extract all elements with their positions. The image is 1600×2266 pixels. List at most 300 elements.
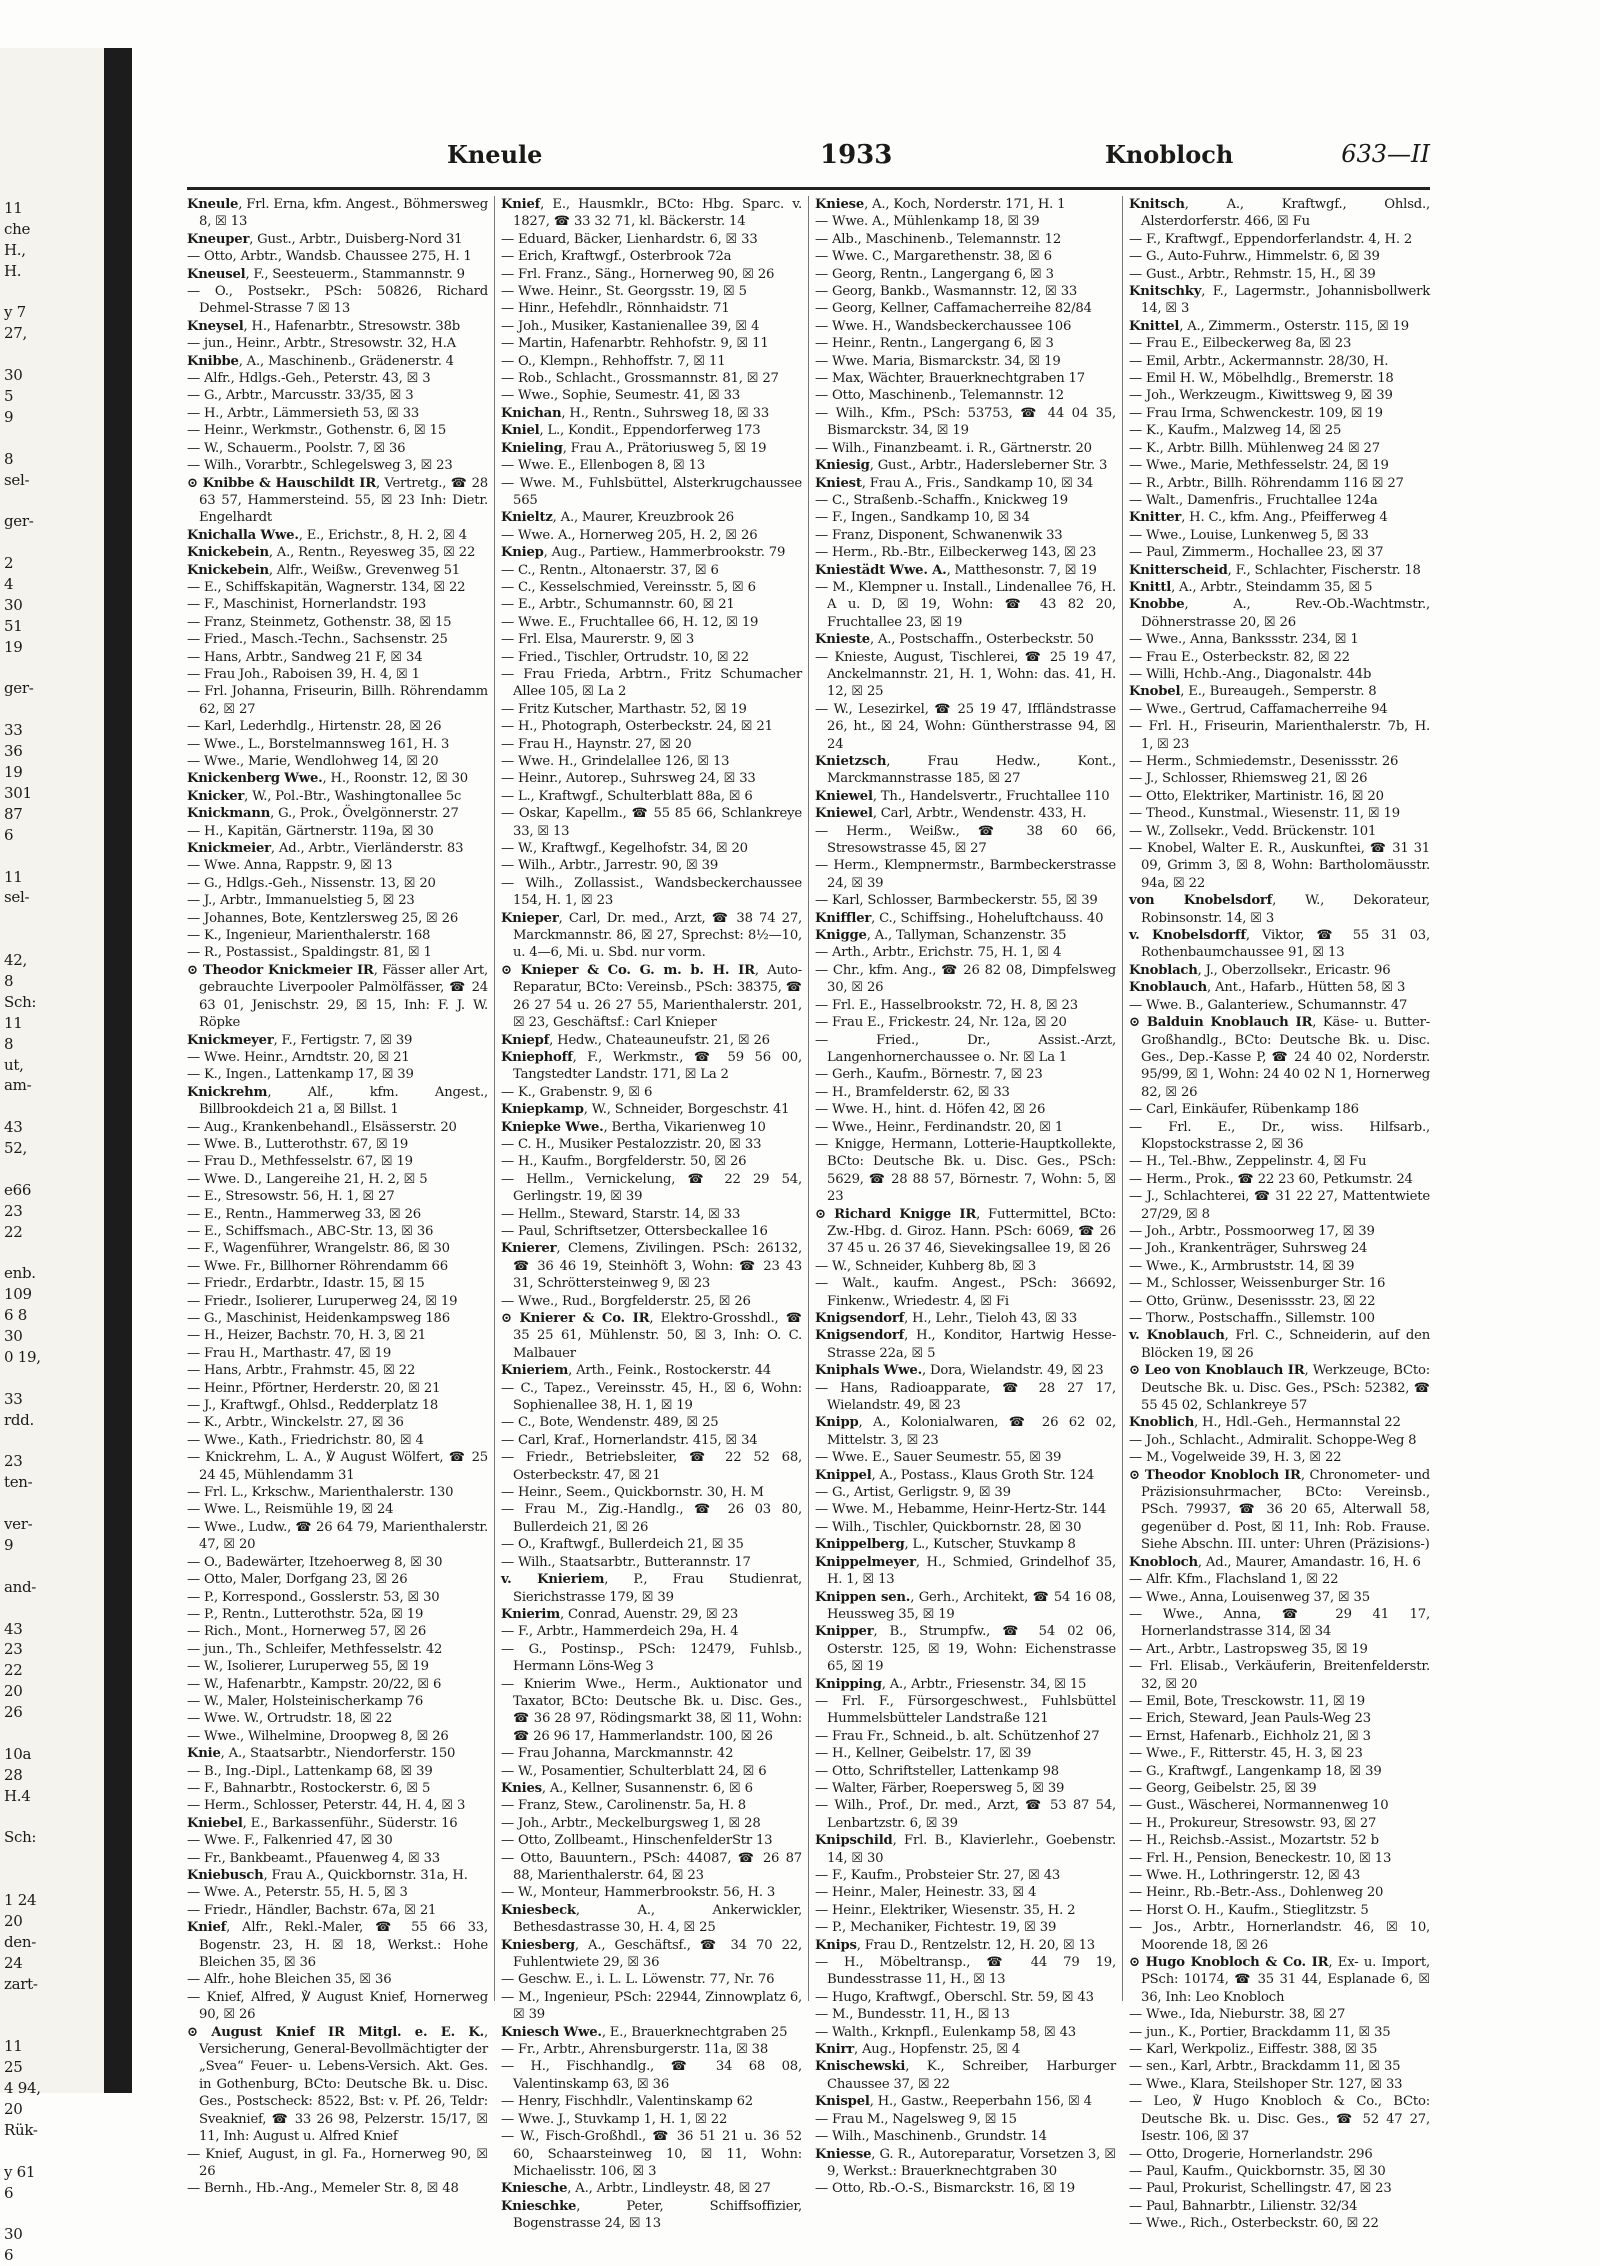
previous-page-fragment <box>4 2141 104 2162</box>
directory-entry: v. Knoblauch, Frl. C., Schneiderin, auf den Blöcken 19, ☒ 26 <box>1129 1328 1430 1361</box>
previous-page-fragment: 24 <box>4 1953 23 1972</box>
directory-entry: — E., Stresowstr. 56, H. 1, ☒ 27 <box>187 1189 395 1205</box>
directory-entry: — H., Tel.-Bhw., Zeppelinstr. 4, ☒ Fu <box>1129 1154 1367 1170</box>
directory-entry: — Frl. H., Pension, Beneckestr. 10, ☒ 13 <box>1129 1850 1392 1866</box>
previous-page-fragment: 23 <box>4 1201 23 1220</box>
previous-page-fragment: 26 <box>4 1703 23 1722</box>
directory-entry: Knigsendorf, H., Lehr., Tieloh 43, ☒ 33 <box>815 1311 1078 1326</box>
directory-entry: — Wwe. Anna, Rappstr. 9, ☒ 13 <box>187 858 393 874</box>
previous-page-fragment: H., <box>4 240 26 259</box>
directory-entry: Knobbe, A., Rev.-Ob.-Wachtmstr., Döhnerstrasse 20, ☒ 26 <box>1129 597 1430 630</box>
directory-entry: — Wwe. Maria, Bismarckstr. 34, ☒ 19 <box>815 353 1061 369</box>
previous-page-fragment: 33 <box>4 721 23 740</box>
directory-entry: Knoblich, H., Hdl.-Geh., Hermannstal 22 <box>1129 1415 1401 1431</box>
directory-entry: — Eduard, Bäcker, Lienhardstr. 6, ☒ 33 <box>501 231 758 247</box>
directory-entry: — Friedr., Händler, Bachstr. 67a, ☒ 21 <box>187 1902 437 1918</box>
directory-entry: — Hugo, Kraftwgf., Oberschl. Str. 59, ☒ 43 <box>815 1989 1094 2005</box>
directory-entry: Kniphals Wwe., Dora, Wielandstr. 49, ☒ 23 <box>815 1363 1104 1379</box>
directory-entry: Knoblauch, Ant., Hafarb., Hütten 58, ☒ 3 <box>1129 980 1406 996</box>
previous-page-fragment <box>4 1493 104 1514</box>
directory-entry: — Frau D., Methfesselstr. 67, ☒ 19 <box>187 1154 413 1170</box>
directory-entry: — H., Fischhandlg., ☎ 34 68 08, Valentinskamp 63, ☒ 36 <box>501 2059 802 2092</box>
directory-entry: Knittl, A., Arbtr., Steindamm 35, ☒ 5 <box>1129 579 1373 595</box>
header-left-keyword: Kneule <box>447 140 543 169</box>
directory-entry: — Frl. Franz., Säng., Hornerweg 90, ☒ 26 <box>501 266 775 282</box>
directory-entry: — W., Posamentier, Schulterblatt 24, ☒ 6 <box>501 1763 767 1779</box>
directory-entry: — J., Schlachterei, ☎ 31 22 27, Mattentwiete 27/29, ☒ 8 <box>1129 1189 1430 1222</box>
previous-page-fragment: Rük- <box>4 2120 38 2139</box>
directory-entry: — Wwe., Anna, ☎ 29 41 17, Hornerlandstrasse 314, ☒ 34 <box>1129 1606 1430 1640</box>
column-1 <box>187 196 488 2197</box>
entry-columns <box>187 196 1431 2232</box>
previous-page-fragment <box>4 1243 104 1264</box>
directory-entry: — Wwe., Klara, Steilshoper Str. 127, ☒ 33 <box>1129 2076 1403 2092</box>
directory-entry: — Walt., kaufm. Angest., PSch: 36692, Finkenw., Wriedestr. 4, ☒ Fi <box>815 1276 1116 1309</box>
previous-page-fragment: 10a <box>4 1744 32 1763</box>
previous-page-fragment: ver- <box>4 1515 33 1534</box>
directory-entry: Kniesig, Gust., Arbtr., Hadersleberner Str. 3 <box>815 458 1108 474</box>
directory-entry: ⊙ Theodor Knobloch IR, Chronometer- und Präzisionsuhrmacher, BCto: Vereinsb., PSch. 79937, ☎ 36 20 65, Alterwall 58, gegenüber d. Post, ☒ 11, Inh: Rob. Frause. Siehe Abschn. III. unter: Uhren (Präzisions-) <box>1129 1467 1430 1553</box>
directory-entry: — Wilh., Tischler, Quickbornstr. 28, ☒ 30 <box>815 1519 1082 1535</box>
previous-page-fragment: 4 94, <box>4 2079 41 2098</box>
directory-entry: Kniepke Wwe., Bertha, Vikarienweg 10 <box>501 1119 766 1135</box>
directory-entry: — Otto, Maler, Dorfgang 23, ☒ 26 <box>187 1572 408 1588</box>
directory-entry: — Joh., Schlacht., Admiralit. Schoppe-Weg 8 <box>1129 1432 1417 1448</box>
directory-entry: — Wwe., L., Borstelmannsweg 161, H. 3 <box>187 736 450 752</box>
previous-page-fragment: rdd. <box>4 1410 34 1429</box>
column-divider <box>808 196 809 2001</box>
directory-entry: Knibbe, A., Maschinenb., Grädenerstr. 4 <box>187 353 454 369</box>
directory-entry: Knickrehm, Alf., kfm. Angest., Billbrookdeich 21 a, ☒ Billst. 1 <box>187 1084 488 1118</box>
directory-entry: — Friedr., Erdarbtr., Idastr. 15, ☒ 15 <box>187 1276 425 1292</box>
previous-page-fragment: 43 <box>4 1118 23 1137</box>
directory-entry: — Frau E., Osterbeckstr. 82, ☒ 22 <box>1129 649 1350 665</box>
directory-entry: — Horst O. H., Kaufm., Stieglitzstr. 5 <box>1129 1902 1369 1918</box>
directory-entry: — sen., Karl, Arbtr., Brackdamm 11, ☒ 35 <box>1129 2059 1401 2075</box>
previous-page-fragment <box>4 282 104 303</box>
directory-entry: — Otto, Arbtr., Wandsb. Chaussee 275, H. 1 <box>187 249 472 265</box>
directory-entry: — Heinr., Maler, Heinestr. 33, ☒ 4 <box>815 1885 1037 1901</box>
directory-entry: — Heinr., Pförtner, Herderstr. 20, ☒ 21 <box>187 1380 441 1396</box>
directory-entry: Knippelmeyer, H., Schmied, Grindelhof 35, H. 1, ☒ 13 <box>815 1554 1116 1588</box>
directory-entry: Knipper, B., Strumpfw., ☎ 54 02 06, Osterstr. 125, ☒ 19, Wohn: Eichenstrasse 65, ☒ 19 <box>815 1624 1116 1675</box>
previous-page-fragment: 11 <box>4 867 23 886</box>
directory-entry: — Wwe. Heinr., St. Georgsstr. 19, ☒ 5 <box>501 284 747 300</box>
directory-entry: — Karl, Schlosser, Barmbeckerstr. 55, ☒ 39 <box>815 893 1098 909</box>
directory-entry: — Otto, Grünw., Desenissstr. 23, ☒ 22 <box>1129 1293 1376 1309</box>
directory-entry: — Wwe., F., Ritterstr. 45, H. 3, ☒ 23 <box>1129 1746 1363 1762</box>
directory-entry: — Wwe. H., Lothringerstr. 12, ☒ 43 <box>1129 1868 1361 1883</box>
directory-entry: Knigge, A., Tallyman, Schanzenstr. 35 <box>815 928 1067 944</box>
directory-entry: — Herm., Weißw., ☎ 38 60 66, Stresowstrasse 45, ☒ 27 <box>815 823 1116 857</box>
directory-entry: — R., Postassist., Spaldingstr. 81, ☒ 1 <box>187 945 432 961</box>
directory-entry: Knitterscheid, F., Schlachter, Fischerstr. 18 <box>1129 562 1421 578</box>
directory-entry: — Knigge, Hermann, Lotterie-Hauptkollekte, BCto: Deutsche Bk. u. Disc. Ges., PSch: 5629, ☎ 28 88 57, Börnestr. 7, Wohn: 5, ☒ 23 <box>815 1136 1116 1205</box>
directory-entry: Knickmeyer, F., Fertigstr. 7, ☒ 39 <box>187 1032 413 1048</box>
directory-entry: — Alb., Maschinenb., Telemannstr. 12 <box>815 231 1062 247</box>
directory-entry: Knitschky, F., Lagermstr., Johannisbollwerk 14, ☒ 3 <box>1129 284 1430 317</box>
directory-entry: ⊙ Knierer & Co. IR, Elektro-Grosshdl., ☎ 35 25 61, Mühlenstr. 50, ☒ 3, Inh: O. C. Malbauer <box>501 1311 802 1361</box>
directory-entry: Knietzsch, Frau Hedw., Kont., Marckmannstrasse 185, ☒ 27 <box>815 754 1116 787</box>
directory-entry: — Wwe. A., Hornerweg 205, H. 2, ☒ 26 <box>501 527 758 543</box>
directory-entry: Kniebusch, Frau A., Quickbornstr. 31a, H. <box>187 1868 468 1883</box>
directory-entry: Knigsendorf, H., Konditor, Hartwig Hesse-Strasse 22a, ☒ 5 <box>815 1328 1116 1361</box>
directory-entry: — Georg, Geibelstr. 25, ☒ 39 <box>1129 1780 1317 1796</box>
directory-entry: — Rob., Schlacht., Grossmannstr. 81, ☒ 27 <box>501 371 779 387</box>
directory-entry: — Joh., Arbtr., Possmoorweg 17, ☒ 39 <box>1129 1223 1375 1239</box>
directory-entry: — Wwe. M., Fuhlsbüttel, Alsterkrugchaussee 565 <box>501 475 802 508</box>
directory-entry: Kneusel, F., Seesteuerm., Stammannstr. 9 <box>187 266 465 282</box>
directory-entry: — Knief, August, in gl. Fa., Hornerweg 90, ☒ 26 <box>187 2146 488 2179</box>
directory-entry: — Hans, Arbtr., Frahmstr. 45, ☒ 22 <box>187 1363 416 1379</box>
directory-entry: — Wwe. F., Falkenried 47, ☒ 30 <box>187 1833 393 1849</box>
previous-page-fragment <box>4 532 104 553</box>
directory-entry: Knirr, Aug., Hopfenstr. 25, ☒ 4 <box>815 2042 1021 2058</box>
previous-page-fragment: sel- <box>4 470 30 489</box>
directory-entry: — M., Schlosser, Weissenburger Str. 16 <box>1129 1276 1386 1292</box>
previous-page-fragment: 27, <box>4 324 27 343</box>
previous-page-fragment <box>4 1096 104 1117</box>
previous-page-fragment: 11 <box>4 199 23 217</box>
directory-entry: Kniesbeck, A., Ankerwickler, Bethesdastrasse 30, H. 4, ☒ 25 <box>501 1902 802 1936</box>
directory-entry: — Emil H. W., Möbelhdlg., Bremerstr. 18 <box>1129 371 1394 387</box>
previous-page-fragment: H. <box>4 261 22 280</box>
directory-entry: — Hans, Radioapparate, ☎ 28 27 17, Wielandstr. 49, ☒ 23 <box>815 1380 1116 1414</box>
directory-entry: Knitsch, A., Kraftwgf., Ohlsd., Alsterdorferstr. 466, ☒ Fu <box>1129 197 1430 230</box>
directory-entry: — P., Korrespond., Gosslerstr. 53, ☒ 30 <box>187 1589 440 1605</box>
directory-entry: Kniestädt Wwe. A., Matthesonstr. 7, ☒ 19 <box>815 562 1097 578</box>
directory-entry: — M., Vogelweide 39, H. 3, ☒ 22 <box>1129 1450 1342 1466</box>
directory-entry: — K., Arbtr. Billh. Mühlenweg 24 ☒ 27 <box>1129 440 1380 456</box>
directory-entry: — Hellm., Steward, Starstr. 14, ☒ 33 <box>501 1206 741 1222</box>
directory-entry: — Aug., Krankenbehandl., Elsässerstr. 20 <box>187 1119 457 1135</box>
directory-entry: Kniffler, C., Schiffsing., Hoheluftchauss. 40 <box>815 910 1104 926</box>
previous-page-fragment: 11 <box>4 2037 23 2056</box>
previous-page-fragment: 43 <box>4 1619 23 1638</box>
directory-entry: — Wwe. E., Ellenbogen 8, ☒ 13 <box>501 458 706 474</box>
directory-entry: — F., Wagenführer, Wrangelstr. 86, ☒ 30 <box>187 1241 450 1257</box>
directory-entry: — Wwe. L., Reismühle 19, ☒ 24 <box>187 1502 394 1518</box>
directory-entry: — Wwe., Anna, Louisenweg 37, ☒ 35 <box>1129 1589 1370 1605</box>
directory-entry: Knobel, E., Bureaugeh., Semperstr. 8 <box>1129 684 1377 700</box>
directory-entry: — Friedr., Betriebsleiter, ☎ 22 52 68, Osterbeckstr. 47, ☒ 21 <box>501 1450 802 1483</box>
directory-entry: — L., Kraftwgf., Schulterblatt 88a, ☒ 6 <box>501 788 753 804</box>
directory-entry: — Wwe., Gertrud, Caffamacherreihe 94 <box>1129 701 1388 717</box>
directory-entry: — Frau M., Zig.-Handlg., ☎ 26 03 80, Bullerdeich 21, ☒ 26 <box>501 1502 802 1535</box>
previous-page-fragment <box>4 699 104 720</box>
directory-entry: — Wwe. H., hint. d. Höfen 42, ☒ 26 <box>815 1102 1046 1118</box>
directory-entry: — K., Ingen., Lattenkamp 17, ☒ 39 <box>187 1067 414 1083</box>
directory-entry: — Fried., Masch.-Techn., Sachsenstr. 25 <box>187 632 448 648</box>
directory-entry: — J., Arbtr., Immanuelstieg 5, ☒ 23 <box>187 893 415 909</box>
previous-page-fragment: 6 <box>4 2246 14 2265</box>
directory-entry: — H., Reichsb.-Assist., Mozartstr. 52 b <box>1129 1833 1379 1849</box>
previous-page-fragments <box>0 48 104 2266</box>
directory-entry: Knischewski, K., Schreiber, Harburger Chaussee 37, ☒ 22 <box>815 2059 1116 2092</box>
previous-page-fragment: 11 <box>4 1013 23 1032</box>
previous-page-fragment: ger- <box>4 512 34 531</box>
directory-entry: — K., Grabenstr. 9, ☒ 6 <box>501 1084 653 1100</box>
directory-entry: — C. H., Musiker Pestalozzistr. 20, ☒ 33 <box>501 1136 762 1152</box>
directory-entry: — Frau Johanna, Marckmannstr. 42 <box>501 1746 734 1762</box>
previous-page-fragment: 9 <box>4 407 14 426</box>
directory-entry: Knickebein, Alfr., Weißw., Grevenweg 51 <box>187 562 460 578</box>
column-4 <box>1129 196 1430 2232</box>
directory-entry: — Wwe. H., Wandsbeckerchaussee 106 <box>815 318 1072 334</box>
directory-entry: Kniese, A., Koch, Norderstr. 171, H. 1 <box>815 197 1066 212</box>
directory-entry: — C., Straßenb.-Schaffn., Knickweg 19 <box>815 492 1068 508</box>
directory-entry: — Joh., Werkzeugm., Kiwittsweg 9, ☒ 39 <box>1129 388 1393 404</box>
directory-entry: — jun., K., Portier, Brackdamm 11, ☒ 35 <box>1129 2024 1391 2040</box>
directory-entry: Kniesberg, A., Geschäftsf., ☎ 34 70 22, Fuhlentwiete 29, ☒ 36 <box>501 1937 802 1971</box>
directory-entry: — B., Ing.-Dipl., Lattenkamp 68, ☒ 39 <box>187 1763 433 1779</box>
directory-entry: Knippel, A., Postass., Klaus Groth Str. 124 <box>815 1467 1095 1483</box>
directory-entry: — W., Lesezirkel, ☎ 25 19 47, Iffländstrasse 26, ht., ☒ 24, Wohn: Güntherstrasse 94, ☒ 24 <box>815 701 1116 752</box>
directory-entry: — Wwe., Louise, Lunkenweg 5, ☒ 33 <box>1129 527 1369 543</box>
directory-entry: — Heinr., Werkmstr., Gothenstr. 6, ☒ 15 <box>187 423 447 439</box>
directory-entry: — K., Ingenieur, Marienthalerstr. 168 <box>187 928 431 944</box>
directory-entry: — O., Kraftwgf., Bullerdeich 21, ☒ 35 <box>501 1537 744 1553</box>
directory-entry: ⊙ Richard Knigge IR, Futtermittel, BCto: Zw.-Hbg. d. Giroz. Hann. PSch: 6069, ☎ 26 37 45 u. 26 37 46, Sievekingsallee 19, ☒ 26 <box>815 1206 1116 1257</box>
directory-entry: — Art., Arbtr., Lastropsweg 35, ☒ 19 <box>1129 1641 1368 1657</box>
previous-page-fragment: 51 <box>4 616 23 635</box>
directory-entry: — Heinr., Rentn., Langergang 6, ☒ 3 <box>815 336 1054 352</box>
directory-entry: — Wwe. M., Hebamme, Heinr-Hertz-Str. 144 <box>815 1502 1107 1518</box>
directory-entry: v. Knieriem, P., Frau Studienrat, Sierichstrasse 179, ☒ 39 <box>501 1572 802 1605</box>
directory-entry: — Hellm., Vernickelung, ☎ 22 29 54, Gerlingstr. 19, ☒ 39 <box>501 1171 802 1205</box>
directory-entry: — Georg, Rentn., Langergang 6, ☒ 3 <box>815 266 1054 282</box>
previous-page-fragment: and- <box>4 1577 37 1596</box>
directory-entry: Knichan, H., Rentn., Suhrsweg 18, ☒ 33 <box>501 405 770 421</box>
directory-entry: — G., Maschinist, Heidenkampsweg 186 <box>187 1311 450 1326</box>
previous-page-fragment <box>4 1431 104 1452</box>
directory-entry: — Wwe., Wilhelmine, Droopweg 8, ☒ 26 <box>187 1728 449 1744</box>
directory-entry: — Ernst, Hafenarb., Eichholz 21, ☒ 3 <box>1129 1728 1371 1744</box>
directory-entry: — W., Schauerm., Poolstr. 7, ☒ 36 <box>187 440 406 456</box>
directory-entry: — K., Kaufm., Malzweg 14, ☒ 25 <box>1129 423 1342 439</box>
previous-page-fragment: 19 <box>4 637 23 656</box>
directory-entry: Kniesse, G. R., Autoreparatur, Vorsetzen 3, ☒ 9, Werkst.: Brauerknechtgraben 30 <box>815 2146 1116 2179</box>
previous-page-fragment <box>4 1723 104 1744</box>
directory-entry: — O., Postsekr., PSch: 50826, Richard Dehmel-Strasse 7 ☒ 13 <box>187 284 488 317</box>
previous-page-fragment: 30 <box>4 2225 23 2244</box>
previous-page-fragment: sel- <box>4 888 30 907</box>
directory-entry: — G., Hdlgs.-Geh., Nissenstr. 13, ☒ 20 <box>187 875 436 891</box>
directory-entry: Knief, Alfr., Rekl.-Maler, ☎ 55 66 33, Bogenstr. 23, H. ☒ 18, Werkst.: Hohe Bleichen 35, ☒ 36 <box>187 1920 488 1971</box>
directory-entry: — Otto, Drogerie, Hornerlandstr. 296 <box>1129 2146 1373 2162</box>
directory-entry: Kniewel, Th., Handelsvertr., Fruchtallee 110 <box>815 788 1110 804</box>
directory-entry: — Franz, Steinmetz, Gothenstr. 38, ☒ 15 <box>187 614 452 630</box>
directory-entry: — Wwe., Ida, Nieburstr. 38, ☒ 27 <box>1129 2007 1346 2023</box>
directory-entry: Knipschild, Frl. B., Klavierlehr., Goebenstr. 14, ☒ 30 <box>815 1833 1116 1866</box>
directory-entry: Knoblach, J., Oberzollsekr., Ericastr. 96 <box>1129 962 1391 978</box>
directory-entry: — Karl, Werkpoliz., Eiffestr. 388, ☒ 35 <box>1129 2042 1378 2058</box>
previous-page-fragment: 23 <box>4 1640 23 1659</box>
previous-page-fragment <box>4 428 104 449</box>
previous-page-fragment: 5 <box>4 387 14 406</box>
directory-entry: — W., Zollsekr., Vedd. Brückenstr. 101 <box>1129 823 1377 839</box>
directory-entry: — W., Hafenarbtr., Kampstr. 20/22, ☒ 6 <box>187 1676 442 1692</box>
directory-entry: — Joh., Arbtr., Meckelburgsweg 1, ☒ 28 <box>501 1815 761 1831</box>
directory-entry: — Frau Irma, Schwenckestr. 109, ☒ 19 <box>1129 405 1383 421</box>
directory-entry: — H., Photograph, Osterbeckstr. 24, ☒ 21 <box>501 719 773 735</box>
directory-entry: Knippelberg, L., Kutscher, Stuvkamp 8 <box>815 1537 1076 1553</box>
directory-entry: — Frl. Johanna, Friseurin, Billh. Röhrendamm 62, ☒ 27 <box>187 684 488 717</box>
previous-page-fragment: 8 <box>4 1034 14 1053</box>
directory-entry: — Alfr., Hdlgs.-Geh., Peterstr. 43, ☒ 3 <box>187 371 431 387</box>
previous-page-fragment: 9 <box>4 1536 14 1554</box>
previous-page-fragment: 23 <box>4 1452 23 1471</box>
directory-entry: — P., Rentn., Lutterothstr. 52a, ☒ 19 <box>187 1606 424 1622</box>
directory-entry: — Paul, Bahnarbtr., Lilienstr. 32/34 <box>1129 2198 1358 2214</box>
directory-entry: — Wwe. W., Ortrudstr. 18, ☒ 22 <box>187 1711 393 1727</box>
directory-entry: — Fritz Kutscher, Marthastr. 52, ☒ 19 <box>501 701 747 717</box>
previous-page-fragment <box>4 1995 104 2016</box>
header-rule <box>187 187 1430 190</box>
previous-page-fragment: 52, <box>4 1139 27 1158</box>
directory-entry: — W., Fisch-Großhdl., ☎ 36 51 21 u. 36 52 60, Schaarsteinweg 10, ☒ 11, Wohn: Michaelisstr. 106, ☒ 3 <box>501 2129 802 2179</box>
directory-entry: — Wwe. Heinr., Arndtstr. 20, ☒ 21 <box>187 1049 410 1065</box>
directory-entry: Kniest, Frau A., Fris., Sandkamp 10, ☒ 34 <box>815 475 1094 491</box>
directory-entry: ⊙ Balduin Knoblauch IR, Käse- u. Butter-Großhandlg., BCto: Deutsche Bk. u. Disc. Ges., Dep.-Kasse P, ☎ 24 40 02, Norderstr. 95/99, ☒ 1, Wohn: 24 40 02 N 1, Hornerweg 82, ☒ 26 <box>1129 1015 1430 1100</box>
directory-entry: v. Knobelsdorff, Viktor, ☎ 55 31 03, Rothenbaumchaussee 91, ☒ 13 <box>1129 928 1430 961</box>
directory-entry: — Frau E., Eilbeckerweg 8a, ☒ 23 <box>1129 336 1352 352</box>
column-2 <box>501 196 803 2232</box>
directory-entry: Knickmann, G., Prok., Övelgönnerstr. 27 <box>187 806 459 822</box>
directory-entry: — Knickrehm, L. A., ℣ August Wölfert, ☎ 25 24 45, Mühlendamm 31 <box>187 1450 488 1483</box>
directory-entry: — Otto, Elektriker, Martinistr. 16, ☒ 20 <box>1129 788 1384 804</box>
directory-entry: Kniesche, A., Arbtr., Lindleystr. 48, ☒ 27 <box>501 2181 771 2197</box>
column-divider <box>494 196 495 2001</box>
directory-entry: — F., Bahnarbtr., Rostockerstr. 6, ☒ 5 <box>187 1780 431 1796</box>
directory-entry: — H., Möbeltransp., ☎ 44 79 19, Bundesstrasse 11, H., ☒ 13 <box>815 1955 1116 1988</box>
directory-entry: Knobloch, Ad., Maurer, Amandastr. 16, H. 6 <box>1129 1554 1421 1570</box>
previous-page-fragment <box>4 908 104 929</box>
directory-entry: Kniewel, Carl, Arbtr., Wendenstr. 433, H. <box>815 806 1087 822</box>
directory-entry: Kniepf, Hedw., Chateauneufstr. 21, ☒ 26 <box>501 1032 770 1048</box>
directory-entry: — H., Kellner, Geibelstr. 17, ☒ 39 <box>815 1746 1032 1762</box>
directory-entry: — Wwe. B., Lutterothstr. 67, ☒ 19 <box>187 1136 409 1152</box>
directory-entry: — G., Kraftwgf., Langenkamp 18, ☒ 39 <box>1129 1763 1382 1779</box>
previous-page-fragment: zart- <box>4 1974 38 1993</box>
directory-entry: — W., Isolierer, Luruperweg 55, ☒ 19 <box>187 1659 429 1675</box>
directory-entry: — Hans, Arbtr., Sandweg 21 F, ☒ 34 <box>187 649 423 665</box>
directory-entry: — Frl. F., Fürsorgeschwest., Fuhlsbüttel Hummelsbütteler Landstraße 121 <box>815 1693 1116 1727</box>
previous-page-fragment <box>4 490 104 511</box>
previous-page-fragment: y 7 <box>4 303 26 322</box>
directory-entry: Kniep, Aug., Partiew., Hammerbrookstr. 79 <box>501 545 786 561</box>
directory-page <box>137 28 1600 2232</box>
directory-entry: — Heinr., Autorep., Suhrsweg 24, ☒ 33 <box>501 771 756 787</box>
directory-entry: — Herm., Klempnermstr., Barmbeckerstrasse 24, ☒ 39 <box>815 858 1116 891</box>
directory-entry: — J., Kraftwgf., Ohlsd., Redderplatz 18 <box>187 1398 439 1414</box>
previous-page-fragment <box>4 1556 104 1577</box>
previous-page-fragment: 0 19, <box>4 1347 41 1366</box>
directory-entry: — Geschw. E., i. L. L. Löwenstr. 77, Nr. 76 <box>501 1972 775 1988</box>
previous-page-fragment: che <box>4 219 31 238</box>
directory-entry: — Herm., Prok., ☎ 22 23 60, Petkumstr. 24 <box>1129 1171 1413 1187</box>
directory-entry: — G., Artist, Gerligstr. 9, ☒ 39 <box>815 1485 1011 1501</box>
directory-entry: — K., Arbtr., Winckelstr. 27, ☒ 36 <box>187 1415 404 1431</box>
directory-entry: Kneule, Frl. Erna, kfm. Angest., Böhmersweg 8, ☒ 13 <box>187 197 488 230</box>
header-right-keyword: Knobloch <box>1105 140 1234 169</box>
directory-entry: — Georg, Bankb., Wasmannstr. 12, ☒ 33 <box>815 284 1078 300</box>
directory-entry: — W., Maler, Holsteinischerkamp 76 <box>187 1693 424 1709</box>
previous-page-fragment: 87 <box>4 804 23 823</box>
directory-entry: — F., Ingen., Sandkamp 10, ☒ 34 <box>815 510 1030 526</box>
directory-entry: Knies, A., Kellner, Susannenstr. 6, ☒ 6 <box>501 1780 753 1796</box>
directory-entry: — Wilh., Vorarbtr., Schlegelsweg 3, ☒ 23 <box>187 458 453 474</box>
directory-entry: — Franz, Disponent, Schwanenwik 33 <box>815 527 1063 543</box>
directory-entry: — C., Bote, Wendenstr. 489, ☒ 25 <box>501 1415 719 1431</box>
previous-page-fragment: 2 <box>4 554 14 573</box>
directory-entry: — H., Prokureur, Stresowstr. 93, ☒ 27 <box>1129 1815 1377 1831</box>
directory-entry: — R., Arbtr., Billh. Röhrendamm 116 ☒ 27 <box>1129 475 1404 491</box>
previous-page-fragment: 8 <box>4 971 14 990</box>
directory-entry: — Georg, Kellner, Caffamacherreihe 82/84 <box>815 301 1092 317</box>
previous-page-fragment: 36 <box>4 742 23 761</box>
directory-entry: Kniesch Wwe., E., Brauerknechtgraben 25 <box>501 2024 788 2040</box>
directory-entry: — E., Schiffskapitän, Wagnerstr. 134, ☒ 22 <box>187 579 466 595</box>
directory-entry: ⊙ Leo von Knoblauch IR, Werkzeuge, BCto: Deutsche Bk. u. Disc. Ges., PSch: 52382, ☎ 55 45 02, Schlankreye 57 <box>1129 1363 1430 1414</box>
directory-entry: Knispel, H., Gastw., Reeperbahn 156, ☒ 4 <box>815 2094 1092 2110</box>
directory-entry: — C., Tapez., Vereinsstr. 45, H., ☒ 6, Wohn: Sophienallee 38, H. 1, ☒ 19 <box>501 1380 802 1414</box>
directory-entry: — Emil, Arbtr., Ackermannstr. 28/30, H. <box>1129 353 1389 369</box>
directory-entry: — O., Klempn., Rehhoffstr. 7, ☒ 11 <box>501 353 726 369</box>
directory-entry: Knipping, A., Arbtr., Friesenstr. 34, ☒ 15 <box>815 1676 1087 1692</box>
header-year: 1933 <box>820 140 893 170</box>
directory-entry: — Wwe. E., Fruchtallee 66, H. 12, ☒ 19 <box>501 614 759 630</box>
directory-entry: — M., Klempner u. Install., Lindenallee 76, H. A u. D, ☒ 19, Wohn: ☎ 43 82 20, Fruchtallee 23, ☒ 19 <box>815 579 1116 630</box>
directory-entry: — Joh., Musiker, Kastanienallee 39, ☒ 4 <box>501 318 760 334</box>
page-number: 633—II <box>1341 140 1430 168</box>
directory-entry: Knie, A., Staatsarbtr., Niendorferstr. 150 <box>187 1746 456 1762</box>
directory-entry: — Jos., Arbtr., Hornerlandstr. 46, ☒ 10, Moorende 18, ☒ 26 <box>1129 1920 1430 1953</box>
directory-entry: — Wwe., Ludw., ☎ 26 64 79, Marienthalerstr. 47, ☒ 20 <box>187 1519 488 1553</box>
directory-entry: — Heinr., Rb.-Betr.-Ass., Dohlenweg 20 <box>1129 1885 1384 1901</box>
directory-entry: — jun., Th., Schleifer, Methfesselstr. 42 <box>187 1641 443 1657</box>
directory-entry: — Frau Frieda, Arbtrn., Fritz Schumacher Allee 105, ☒ La 2 <box>501 666 802 700</box>
directory-entry: — Wwe., Sophie, Seumestr. 41, ☒ 33 <box>501 388 741 404</box>
previous-page-fragment: 20 <box>4 1682 23 1701</box>
directory-entry: — Bernh., Hb.-Ang., Memeler Str. 8, ☒ 48 <box>187 2181 459 2197</box>
previous-page-fragment: ger- <box>4 679 34 698</box>
directory-entry: — Fried., Tischler, Ortrudstr. 10, ☒ 22 <box>501 649 749 665</box>
directory-entry: Knicker, W., Pol.-Btr., Washingtonallee 5c <box>187 788 462 804</box>
directory-entry: — Henry, Fischhdlr., Valentinskamp 62 <box>501 2094 753 2110</box>
directory-entry: — F., Maschinist, Hornerlandstr. 193 <box>187 597 427 613</box>
previous-page-fragment <box>4 1848 104 1869</box>
directory-entry: — E., Schiffsmach., ABC-Str. 13, ☒ 36 <box>187 1223 434 1239</box>
directory-entry: — Frl. E., Dr., wiss. Hilfsarb., Klopstockstrasse 2, ☒ 36 <box>1129 1119 1430 1152</box>
directory-entry: — F., Kaufm., Probsteier Str. 27, ☒ 43 <box>815 1868 1061 1883</box>
directory-entry: — J., Schlosser, Rhiemsweg 21, ☒ 26 <box>1129 771 1368 787</box>
directory-entry: — Wwe. A., Mühlenkamp 18, ☒ 39 <box>815 214 1040 230</box>
directory-entry: — Emil, Bote, Tresckowstr. 11, ☒ 19 <box>1129 1693 1365 1709</box>
directory-entry: — Frau Joh., Raboisen 39, H. 4, ☒ 1 <box>187 666 420 682</box>
directory-entry: — H., Arbtr., Lämmersieth 53, ☒ 33 <box>187 405 420 421</box>
previous-page-fragment <box>4 2204 104 2225</box>
previous-page-fragment: 25 <box>4 2058 23 2077</box>
directory-entry: — Gust., Wäscherei, Normannenweg 10 <box>1129 1798 1389 1814</box>
directory-entry: Knickenberg Wwe., H., Roonstr. 12, ☒ 30 <box>187 771 468 787</box>
directory-entry: Kniel, L., Kondit., Eppendorferweg 173 <box>501 423 761 439</box>
directory-entry: — Wilh., Maschinenb., Grundstr. 14 <box>815 2129 1047 2145</box>
directory-entry: — Wwe., Kath., Friedrichstr. 80, ☒ 4 <box>187 1432 424 1448</box>
directory-entry: — Johannes, Bote, Kentzlersweg 25, ☒ 26 <box>187 910 459 926</box>
directory-entry: — Frl. Elisab., Verkäuferin, Breitenfelderstr. 32, ☒ 20 <box>1129 1659 1430 1692</box>
previous-page-fragment: Sch: <box>4 1828 37 1847</box>
